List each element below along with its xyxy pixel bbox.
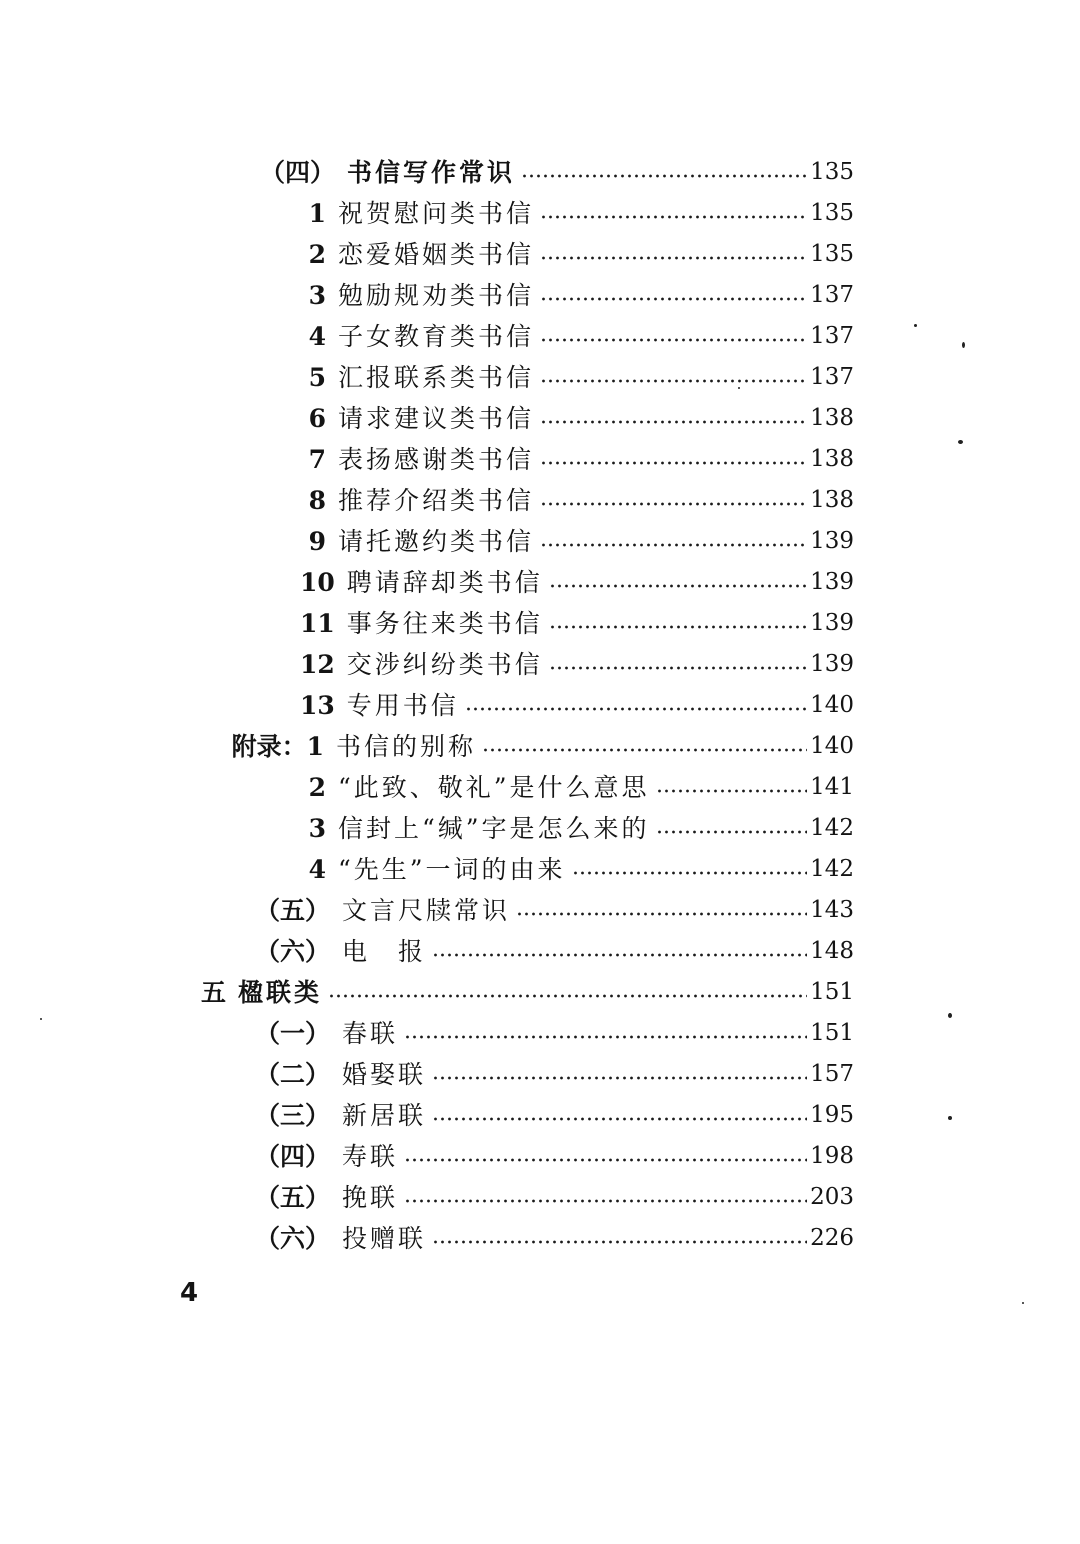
toc-entry	[255, 1095, 854, 1136]
toc-entry-number: 4	[308, 322, 326, 351]
toc-entry-number: 5	[308, 363, 326, 392]
toc-entry	[300, 808, 854, 849]
scan-speck	[948, 1116, 952, 1120]
toc-entry-title: 挽联	[342, 1183, 399, 1212]
toc-entry-title: 信封上“缄”字是怎么来的	[338, 814, 650, 843]
toc-entry-number: 9	[308, 527, 326, 556]
scan-speck	[738, 387, 740, 389]
toc-entry	[300, 521, 854, 562]
dot-leader	[656, 830, 808, 834]
toc-entry-number: 附录：1	[231, 732, 324, 761]
toc-entry	[300, 767, 854, 808]
toc-entry-number: 12	[300, 650, 335, 679]
toc-entry-number: （六）	[255, 1224, 331, 1253]
toc-entry-page: 143	[810, 897, 854, 923]
toc-entry-page: 142	[810, 856, 854, 882]
toc-entry-page: 138	[810, 405, 854, 431]
toc-entry-page: 148	[810, 938, 854, 964]
toc-entry-page: 140	[810, 692, 854, 718]
toc-entry-title: 祝贺慰问类书信	[338, 199, 535, 228]
toc-entry-title: 文言尺牍常识	[342, 896, 511, 925]
toc-entry-title: “此致、敬礼”是什么意思	[338, 773, 650, 802]
toc-entry-title: 春联	[342, 1019, 399, 1048]
dot-leader	[549, 584, 807, 588]
toc-entry	[255, 931, 854, 972]
toc-entry-title: 书信的别称	[336, 732, 477, 761]
toc-entry-number: （五）	[255, 1183, 331, 1212]
toc-entry-title: 聘请辞却类书信	[346, 568, 543, 597]
toc-entry-page: 138	[810, 487, 854, 513]
dot-leader	[482, 748, 807, 752]
toc-entry	[300, 439, 854, 480]
toc-entry-number: 7	[308, 445, 326, 474]
toc-entry-title: 楹联类	[238, 978, 323, 1007]
toc-entry-page: 198	[810, 1143, 854, 1169]
toc-entry-title: 新居联	[342, 1101, 427, 1130]
dot-leader	[540, 215, 807, 219]
dot-leader	[521, 174, 807, 178]
toc-entry	[300, 398, 854, 439]
dot-leader	[540, 379, 807, 383]
toc-entry-page: 151	[810, 1020, 854, 1046]
toc-entry	[300, 234, 854, 275]
toc-entry-title: 交涉纠纷类书信	[346, 650, 543, 679]
dot-leader	[404, 1035, 807, 1039]
toc-entry-number: 4	[308, 855, 326, 884]
toc-entry-page: 157	[810, 1061, 854, 1087]
toc-entry-number: 2	[308, 240, 326, 269]
toc-entry-page: 203	[810, 1184, 854, 1210]
scan-speck	[962, 342, 965, 348]
toc-entry	[255, 1177, 854, 1218]
scan-speck	[1022, 1302, 1024, 1304]
scan-speck	[948, 1013, 952, 1018]
toc-entry	[255, 1013, 854, 1054]
toc-entry-number: （六）	[255, 937, 331, 966]
toc-entry-number: 3	[308, 814, 326, 843]
dot-leader	[540, 502, 807, 506]
toc-entry-page: 195	[810, 1102, 854, 1128]
toc-entry-title: 子女教育类书信	[338, 322, 535, 351]
dot-leader	[540, 420, 807, 424]
dot-leader	[540, 256, 807, 260]
scan-speck	[958, 440, 963, 444]
toc-entry-title: 汇报联系类书信	[338, 363, 535, 392]
toc-entry-page: 141	[810, 774, 854, 800]
toc-entry	[216, 726, 854, 767]
toc-entry-page: 139	[810, 569, 854, 595]
scan-speck	[40, 1018, 42, 1020]
toc-entry-page: 142	[810, 815, 854, 841]
toc-entry-title: 电 报	[342, 937, 427, 966]
dot-leader	[540, 461, 807, 465]
toc-entry	[255, 1136, 854, 1177]
toc-entry-title: 请托邀约类书信	[338, 527, 535, 556]
toc-entry-title: 专用书信	[346, 691, 459, 720]
toc-entry-page: 135	[810, 200, 854, 226]
dot-leader	[540, 338, 807, 342]
toc-entry-title: 投赠联	[342, 1224, 427, 1253]
dot-leader	[540, 297, 807, 301]
toc-entry-page: 137	[810, 323, 854, 349]
toc-entry	[300, 685, 854, 726]
toc-entry-page: 139	[810, 528, 854, 554]
toc-entry-number: （五）	[255, 896, 331, 925]
toc-entry	[300, 644, 854, 685]
dot-leader	[516, 912, 807, 916]
dot-leader	[572, 871, 808, 875]
dot-leader	[404, 1199, 807, 1203]
dot-leader	[432, 1076, 807, 1080]
toc-entry-number: 10	[300, 568, 335, 597]
toc-entry-number: 6	[308, 404, 326, 433]
toc-entry	[300, 849, 854, 890]
toc-entry	[186, 972, 854, 1013]
dot-leader	[465, 707, 807, 711]
toc-entry-number: 1	[308, 199, 326, 228]
toc-entry-title: 勉励规劝类书信	[338, 281, 535, 310]
toc-entry	[255, 1054, 854, 1095]
toc-entry-page: 140	[810, 733, 854, 759]
toc-entry-page: 137	[810, 282, 854, 308]
toc-entry	[260, 152, 854, 193]
toc-entry-title: 寿联	[342, 1142, 399, 1171]
toc-entry	[300, 193, 854, 234]
dot-leader	[432, 953, 807, 957]
toc-entry-number: （一）	[255, 1019, 331, 1048]
page-number: 4	[180, 1278, 199, 1308]
toc-entry-title: 推荐介绍类书信	[338, 486, 535, 515]
toc-entry-number: （四）	[260, 158, 336, 187]
toc-entry-page: 139	[810, 610, 854, 636]
toc-entry-page: 138	[810, 446, 854, 472]
toc-entry-page: 137	[810, 364, 854, 390]
toc-entry-title: 婚娶联	[342, 1060, 427, 1089]
toc-entry	[255, 1218, 854, 1259]
toc-entry-page: 139	[810, 651, 854, 677]
toc-entry-title: “先生”一词的由来	[338, 855, 566, 884]
toc-entry-title: 恋爱婚姻类书信	[338, 240, 535, 269]
toc-entry	[255, 890, 854, 931]
toc-entry-page: 135	[810, 241, 854, 267]
toc-entry	[300, 562, 854, 603]
dot-leader	[404, 1158, 807, 1162]
toc-entry	[300, 357, 854, 398]
toc-entry	[300, 480, 854, 521]
dot-leader	[432, 1117, 807, 1121]
toc-entry-number: （三）	[255, 1101, 331, 1130]
toc-entry-number: （四）	[255, 1142, 331, 1171]
dot-leader	[432, 1240, 807, 1244]
toc-entry	[300, 316, 854, 357]
toc-entry-number: 2	[308, 773, 326, 802]
dot-leader	[549, 625, 807, 629]
dot-leader	[549, 666, 807, 670]
toc-entry-number: （二）	[255, 1060, 331, 1089]
toc-entry-title: 书信写作常识	[347, 158, 516, 187]
toc-entry-page: 135	[810, 159, 854, 185]
toc-entry-number: 11	[300, 609, 335, 638]
dot-leader	[656, 789, 808, 793]
dot-leader	[540, 543, 807, 547]
toc-entry	[300, 603, 854, 644]
scan-speck	[914, 324, 917, 327]
toc-entry-number: 8	[308, 486, 326, 515]
dot-leader	[328, 994, 807, 998]
toc-entry-number: 五	[200, 978, 226, 1007]
toc-entry-page: 226	[810, 1225, 854, 1251]
toc-entry-page: 151	[810, 979, 854, 1005]
toc-entry	[300, 275, 854, 316]
toc-entry-title: 请求建议类书信	[338, 404, 535, 433]
toc-entry-title: 事务往来类书信	[346, 609, 543, 638]
toc-entry-number: 3	[308, 281, 326, 310]
toc-entry-number: 13	[300, 691, 335, 720]
toc-entry-title: 表扬感谢类书信	[338, 445, 535, 474]
